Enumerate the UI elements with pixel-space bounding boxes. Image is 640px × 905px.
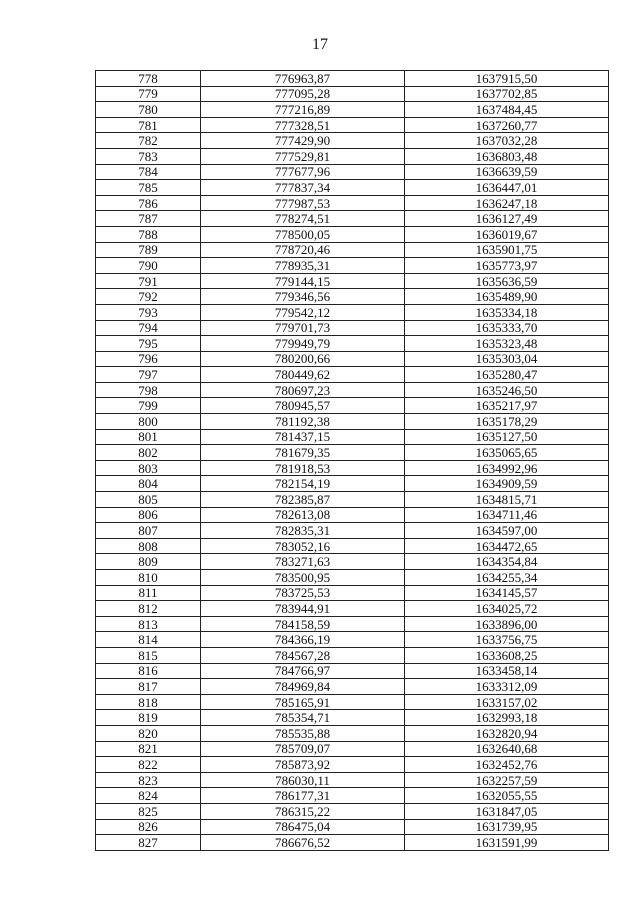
point-number-cell: 803 <box>96 460 201 476</box>
y-coordinate-cell: 1636639,59 <box>405 164 609 180</box>
table-row <box>96 663 609 679</box>
y-coordinate-cell: 1635127,50 <box>405 429 609 445</box>
y-coordinate-cell: 1635901,75 <box>405 242 609 258</box>
x-coordinate-cell: 784567,28 <box>201 647 405 663</box>
point-number-cell: 818 <box>96 694 201 710</box>
point-number-cell: 811 <box>96 585 201 601</box>
x-coordinate-cell: 779542,12 <box>201 304 405 320</box>
x-coordinate-cell: 782154,19 <box>201 476 405 492</box>
point-number-cell: 820 <box>96 725 201 741</box>
point-number-cell: 782 <box>96 133 201 149</box>
table-row <box>96 102 609 118</box>
x-coordinate-cell: 777328,51 <box>201 117 405 133</box>
point-number-cell: 784 <box>96 164 201 180</box>
x-coordinate-cell: 786177,31 <box>201 788 405 804</box>
x-coordinate-cell: 782835,31 <box>201 523 405 539</box>
point-number-cell: 790 <box>96 258 201 274</box>
point-number-cell: 807 <box>96 523 201 539</box>
point-number-cell: 810 <box>96 570 201 586</box>
table-row <box>96 117 609 133</box>
point-number-cell: 783 <box>96 148 201 164</box>
table-row <box>96 445 609 461</box>
point-number-cell: 788 <box>96 226 201 242</box>
y-coordinate-cell: 1634025,72 <box>405 601 609 617</box>
point-number-cell: 805 <box>96 492 201 508</box>
y-coordinate-cell: 1634992,96 <box>405 460 609 476</box>
x-coordinate-cell: 778935,31 <box>201 258 405 274</box>
y-coordinate-cell: 1635178,29 <box>405 414 609 430</box>
x-coordinate-cell: 779949,79 <box>201 336 405 352</box>
table-row <box>96 538 609 554</box>
point-number-cell: 806 <box>96 507 201 523</box>
y-coordinate-cell: 1634255,34 <box>405 570 609 586</box>
y-coordinate-cell: 1633458,14 <box>405 663 609 679</box>
x-coordinate-cell: 783500,95 <box>201 570 405 586</box>
point-number-cell: 821 <box>96 741 201 757</box>
table-row <box>96 554 609 570</box>
table-row <box>96 242 609 258</box>
table-row <box>96 164 609 180</box>
x-coordinate-cell: 778274,51 <box>201 211 405 227</box>
point-number-cell: 799 <box>96 398 201 414</box>
x-coordinate-cell: 784766,97 <box>201 663 405 679</box>
table-row <box>96 725 609 741</box>
table-row <box>96 86 609 102</box>
y-coordinate-cell: 1635636,59 <box>405 273 609 289</box>
y-coordinate-cell: 1632820,94 <box>405 725 609 741</box>
y-coordinate-cell: 1636127,49 <box>405 211 609 227</box>
point-number-cell: 808 <box>96 538 201 554</box>
x-coordinate-cell: 776963,87 <box>201 71 405 87</box>
x-coordinate-cell: 786315,22 <box>201 803 405 819</box>
y-coordinate-cell: 1637915,50 <box>405 71 609 87</box>
table-row <box>96 476 609 492</box>
table-row <box>96 492 609 508</box>
x-coordinate-cell: 778500,05 <box>201 226 405 242</box>
y-coordinate-cell: 1632452,76 <box>405 757 609 773</box>
table-row <box>96 320 609 336</box>
y-coordinate-cell: 1637260,77 <box>405 117 609 133</box>
y-coordinate-cell: 1635246,50 <box>405 382 609 398</box>
y-coordinate-cell: 1634815,71 <box>405 492 609 508</box>
table-row <box>96 414 609 430</box>
y-coordinate-cell: 1636019,67 <box>405 226 609 242</box>
x-coordinate-cell: 777216,89 <box>201 102 405 118</box>
point-number-cell: 789 <box>96 242 201 258</box>
x-coordinate-cell: 781192,38 <box>201 414 405 430</box>
table-row <box>96 757 609 773</box>
point-number-cell: 815 <box>96 647 201 663</box>
table-row <box>96 336 609 352</box>
table-row <box>96 835 609 851</box>
y-coordinate-cell: 1632055,55 <box>405 788 609 804</box>
point-number-cell: 809 <box>96 554 201 570</box>
y-coordinate-cell: 1634711,46 <box>405 507 609 523</box>
table-row <box>96 429 609 445</box>
y-coordinate-cell: 1635334,18 <box>405 304 609 320</box>
x-coordinate-cell: 782385,87 <box>201 492 405 508</box>
table-row <box>96 258 609 274</box>
point-number-cell: 822 <box>96 757 201 773</box>
x-coordinate-cell: 777429,90 <box>201 133 405 149</box>
table-row <box>96 289 609 305</box>
table-row <box>96 694 609 710</box>
table-row <box>96 647 609 663</box>
x-coordinate-cell: 784158,59 <box>201 616 405 632</box>
y-coordinate-cell: 1635217,97 <box>405 398 609 414</box>
x-coordinate-cell: 777837,34 <box>201 180 405 196</box>
point-number-cell: 797 <box>96 367 201 383</box>
point-number-cell: 785 <box>96 180 201 196</box>
y-coordinate-cell: 1635323,48 <box>405 336 609 352</box>
point-number-cell: 780 <box>96 102 201 118</box>
point-number-cell: 819 <box>96 710 201 726</box>
y-coordinate-cell: 1635303,04 <box>405 351 609 367</box>
x-coordinate-cell: 779346,56 <box>201 289 405 305</box>
x-coordinate-cell: 780200,66 <box>201 351 405 367</box>
y-coordinate-cell: 1633608,25 <box>405 647 609 663</box>
y-coordinate-cell: 1636803,48 <box>405 148 609 164</box>
point-number-cell: 801 <box>96 429 201 445</box>
point-number-cell: 795 <box>96 336 201 352</box>
y-coordinate-cell: 1635773,97 <box>405 258 609 274</box>
y-coordinate-cell: 1637032,28 <box>405 133 609 149</box>
point-number-cell: 794 <box>96 320 201 336</box>
point-number-cell: 800 <box>96 414 201 430</box>
x-coordinate-cell: 785873,92 <box>201 757 405 773</box>
y-coordinate-cell: 1635065,65 <box>405 445 609 461</box>
x-coordinate-cell: 785165,91 <box>201 694 405 710</box>
table-row <box>96 632 609 648</box>
table-row <box>96 180 609 196</box>
y-coordinate-cell: 1636447,01 <box>405 180 609 196</box>
point-number-cell: 813 <box>96 616 201 632</box>
table-row <box>96 570 609 586</box>
point-number-cell: 814 <box>96 632 201 648</box>
point-number-cell: 804 <box>96 476 201 492</box>
table-row <box>96 803 609 819</box>
coordinates-table <box>95 70 609 851</box>
y-coordinate-cell: 1636247,18 <box>405 195 609 211</box>
y-coordinate-cell: 1635333,70 <box>405 320 609 336</box>
point-number-cell: 824 <box>96 788 201 804</box>
y-coordinate-cell: 1633756,75 <box>405 632 609 648</box>
table-row <box>96 819 609 835</box>
x-coordinate-cell: 781679,35 <box>201 445 405 461</box>
point-number-cell: 827 <box>96 835 201 851</box>
y-coordinate-cell: 1632257,59 <box>405 772 609 788</box>
table-row <box>96 367 609 383</box>
x-coordinate-cell: 784366,19 <box>201 632 405 648</box>
table-row <box>96 507 609 523</box>
y-coordinate-cell: 1631739,95 <box>405 819 609 835</box>
x-coordinate-cell: 785709,07 <box>201 741 405 757</box>
table-row <box>96 679 609 695</box>
table-row <box>96 741 609 757</box>
y-coordinate-cell: 1634145,57 <box>405 585 609 601</box>
x-coordinate-cell: 785354,71 <box>201 710 405 726</box>
x-coordinate-cell: 781918,53 <box>201 460 405 476</box>
x-coordinate-cell: 785535,88 <box>201 725 405 741</box>
table-row <box>96 523 609 539</box>
y-coordinate-cell: 1633312,09 <box>405 679 609 695</box>
y-coordinate-cell: 1631847,05 <box>405 803 609 819</box>
table-row <box>96 71 609 87</box>
page-number: 17 <box>312 36 328 53</box>
y-coordinate-cell: 1634472,65 <box>405 538 609 554</box>
y-coordinate-cell: 1635489,90 <box>405 289 609 305</box>
x-coordinate-cell: 777677,96 <box>201 164 405 180</box>
table-row <box>96 351 609 367</box>
y-coordinate-cell: 1633157,02 <box>405 694 609 710</box>
table-row <box>96 398 609 414</box>
point-number-cell: 823 <box>96 772 201 788</box>
y-coordinate-cell: 1635280,47 <box>405 367 609 383</box>
x-coordinate-cell: 783052,16 <box>201 538 405 554</box>
table-row <box>96 616 609 632</box>
x-coordinate-cell: 782613,08 <box>201 507 405 523</box>
point-number-cell: 793 <box>96 304 201 320</box>
y-coordinate-cell: 1632993,18 <box>405 710 609 726</box>
x-coordinate-cell: 786030,11 <box>201 772 405 788</box>
x-coordinate-cell: 786676,52 <box>201 835 405 851</box>
point-number-cell: 792 <box>96 289 201 305</box>
x-coordinate-cell: 783725,53 <box>201 585 405 601</box>
point-number-cell: 826 <box>96 819 201 835</box>
point-number-cell: 781 <box>96 117 201 133</box>
table-row <box>96 710 609 726</box>
table-row <box>96 585 609 601</box>
table-row <box>96 273 609 289</box>
point-number-cell: 791 <box>96 273 201 289</box>
point-number-cell: 798 <box>96 382 201 398</box>
point-number-cell: 778 <box>96 71 201 87</box>
y-coordinate-cell: 1637484,45 <box>405 102 609 118</box>
x-coordinate-cell: 783944,91 <box>201 601 405 617</box>
point-number-cell: 816 <box>96 663 201 679</box>
y-coordinate-cell: 1634354,84 <box>405 554 609 570</box>
coordinates-table-body <box>96 71 609 851</box>
table-row <box>96 788 609 804</box>
x-coordinate-cell: 783271,63 <box>201 554 405 570</box>
table-row <box>96 211 609 227</box>
x-coordinate-cell: 781437,15 <box>201 429 405 445</box>
table-row <box>96 195 609 211</box>
table-row <box>96 601 609 617</box>
x-coordinate-cell: 779144,15 <box>201 273 405 289</box>
table-row <box>96 148 609 164</box>
point-number-cell: 802 <box>96 445 201 461</box>
table-row <box>96 133 609 149</box>
x-coordinate-cell: 786475,04 <box>201 819 405 835</box>
x-coordinate-cell: 780449,62 <box>201 367 405 383</box>
x-coordinate-cell: 780697,23 <box>201 382 405 398</box>
point-number-cell: 787 <box>96 211 201 227</box>
x-coordinate-cell: 784969,84 <box>201 679 405 695</box>
point-number-cell: 817 <box>96 679 201 695</box>
table-row <box>96 226 609 242</box>
table-row <box>96 304 609 320</box>
y-coordinate-cell: 1634909,59 <box>405 476 609 492</box>
x-coordinate-cell: 778720,46 <box>201 242 405 258</box>
table-row <box>96 772 609 788</box>
y-coordinate-cell: 1637702,85 <box>405 86 609 102</box>
y-coordinate-cell: 1633896,00 <box>405 616 609 632</box>
y-coordinate-cell: 1631591,99 <box>405 835 609 851</box>
x-coordinate-cell: 779701,73 <box>201 320 405 336</box>
point-number-cell: 796 <box>96 351 201 367</box>
y-coordinate-cell: 1632640,68 <box>405 741 609 757</box>
point-number-cell: 825 <box>96 803 201 819</box>
point-number-cell: 779 <box>96 86 201 102</box>
x-coordinate-cell: 777987,53 <box>201 195 405 211</box>
point-number-cell: 812 <box>96 601 201 617</box>
x-coordinate-cell: 777529,81 <box>201 148 405 164</box>
x-coordinate-cell: 780945,57 <box>201 398 405 414</box>
table-row <box>96 460 609 476</box>
x-coordinate-cell: 777095,28 <box>201 86 405 102</box>
point-number-cell: 786 <box>96 195 201 211</box>
table-row <box>96 382 609 398</box>
y-coordinate-cell: 1634597,00 <box>405 523 609 539</box>
